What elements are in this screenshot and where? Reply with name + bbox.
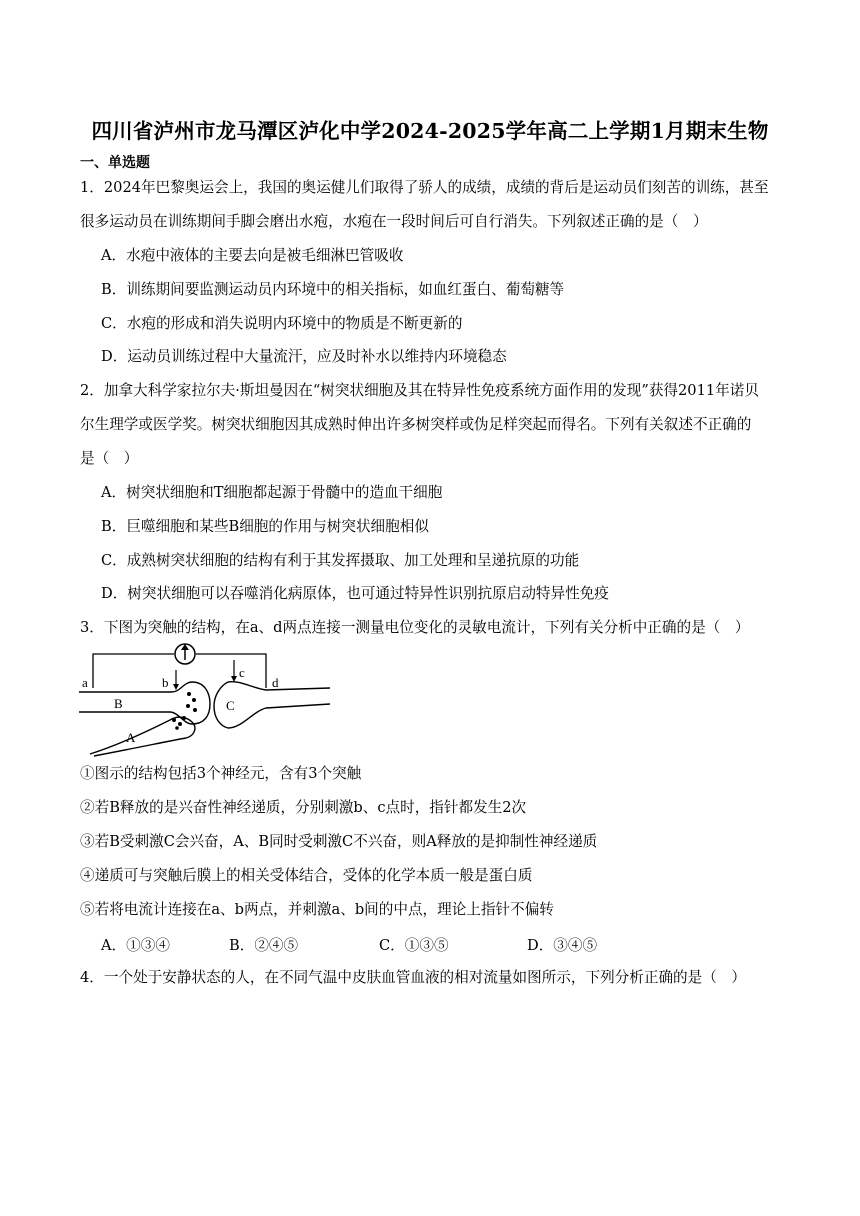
vesicle	[182, 716, 186, 720]
q2-stem-line2: 尔生理学或医学奖。树突状细胞因其成熟时伸出许多树突样或伪足样突起而得名。下列有关叙述不正确的	[80, 416, 752, 433]
q1-stem-line1: 1．2024年巴黎奥运会上，我国的奥运健儿们取得了骄人的成绩，成绩的背后是运动员们刻苦的训练，甚至	[80, 179, 769, 196]
q1-option-b[interactable]: B．训练期间要监测运动员内环境中的相关指标，如血红蛋白、葡萄糖等	[101, 281, 565, 298]
q1-stem-line2: 很多运动员在训练期间手脚会磨出水疱，水疱在一段时间后可自行消失。下列叙述正确的是（ ）	[80, 213, 708, 230]
q3-statement-3: ③若B受刺激C会兴奋，A、B同时受刺激C不兴奋，则A释放的是抑制性神经递质	[80, 833, 598, 850]
q3-option-c[interactable]: C．①③⑤	[379, 937, 449, 954]
vesicle	[175, 726, 179, 730]
label-neuron-c: C	[226, 698, 235, 713]
q3-statement-5: ⑤若将电流计连接在a、b两点，并刺激a、b间的中点，理论上指针不偏转	[80, 901, 554, 918]
q3-statement-2: ②若B释放的是兴奋性神经递质，分别刺激b、c点时，指针都发生2次	[80, 799, 527, 816]
q2-option-b[interactable]: B．巨噬细胞和某些B细胞的作用与树突状细胞相似	[101, 518, 429, 535]
vesicle	[187, 692, 191, 696]
label-b: b	[162, 675, 169, 690]
vesicle	[172, 718, 176, 722]
vesicle	[178, 722, 182, 726]
label-a: a	[82, 675, 88, 690]
q2-option-a[interactable]: A．树突状细胞和T细胞都起源于骨髓中的造血干细胞	[101, 484, 443, 501]
section-heading: 一、单选题	[80, 155, 150, 171]
q3-option-b[interactable]: B．②④⑤	[229, 937, 299, 954]
q1-option-a[interactable]: A．水疱中液体的主要去向是被毛细淋巴管吸收	[101, 247, 404, 264]
q1-option-d[interactable]: D．运动员训练过程中大量流汗，应及时补水以维持内环境稳态	[101, 348, 507, 365]
q2-option-d[interactable]: D．树突状细胞可以吞噬消化病原体，也可通过特异性识别抗原启动特异性免疫	[101, 585, 609, 602]
label-neuron-a: A	[126, 730, 136, 745]
label-neuron-b: B	[114, 696, 123, 711]
page-title: 四川省泸州市龙马潭区泸化中学2024-2025学年高二上学期1月期末生物	[91, 119, 769, 143]
q3-stem: 3．下图为突触的结构，在a、d两点连接一测量电位变化的灵敏电流计，下列有关分析中正确的是（ ）	[80, 619, 750, 636]
q1-option-c[interactable]: C．水疱的形成和消失说明内环境中的物质是不断更新的	[101, 315, 463, 332]
synapse-diagram	[76, 642, 342, 758]
q2-stem-line1: 2．加拿大科学家拉尔夫·斯坦曼因在“树突状细胞及其在特异性免疫系统方面作用的发现”获得2011年诺贝	[80, 382, 759, 399]
neuron-c-top	[228, 682, 330, 690]
vesicle	[192, 698, 196, 702]
q3-option-d[interactable]: D．③④⑤	[527, 937, 598, 954]
label-d: d	[272, 675, 279, 690]
q3-statement-1: ①图示的结构包括3个神经元，含有3个突触	[80, 765, 362, 782]
q3-option-a[interactable]: A．①③④	[101, 937, 170, 954]
label-c: c	[239, 665, 245, 680]
neuron-b-axon	[79, 682, 210, 724]
galvanometer-wire-right	[196, 654, 266, 688]
q2-stem-line3: 是（ ）	[80, 450, 139, 467]
q2-option-c[interactable]: C．成熟树突状细胞的结构有利于其发挥摄取、加工处理和呈递抗原的功能	[101, 552, 580, 569]
q4-stem: 4．一个处于安静状态的人，在不同气温中皮肤血管血液的相对流量如图所示，下列分析正确的是（ ）	[80, 969, 747, 986]
q3-statement-4: ④递质可与突触后膜上的相关受体结合，受体的化学本质一般是蛋白质	[80, 867, 533, 884]
vesicle	[193, 708, 197, 712]
vesicle	[186, 704, 190, 708]
